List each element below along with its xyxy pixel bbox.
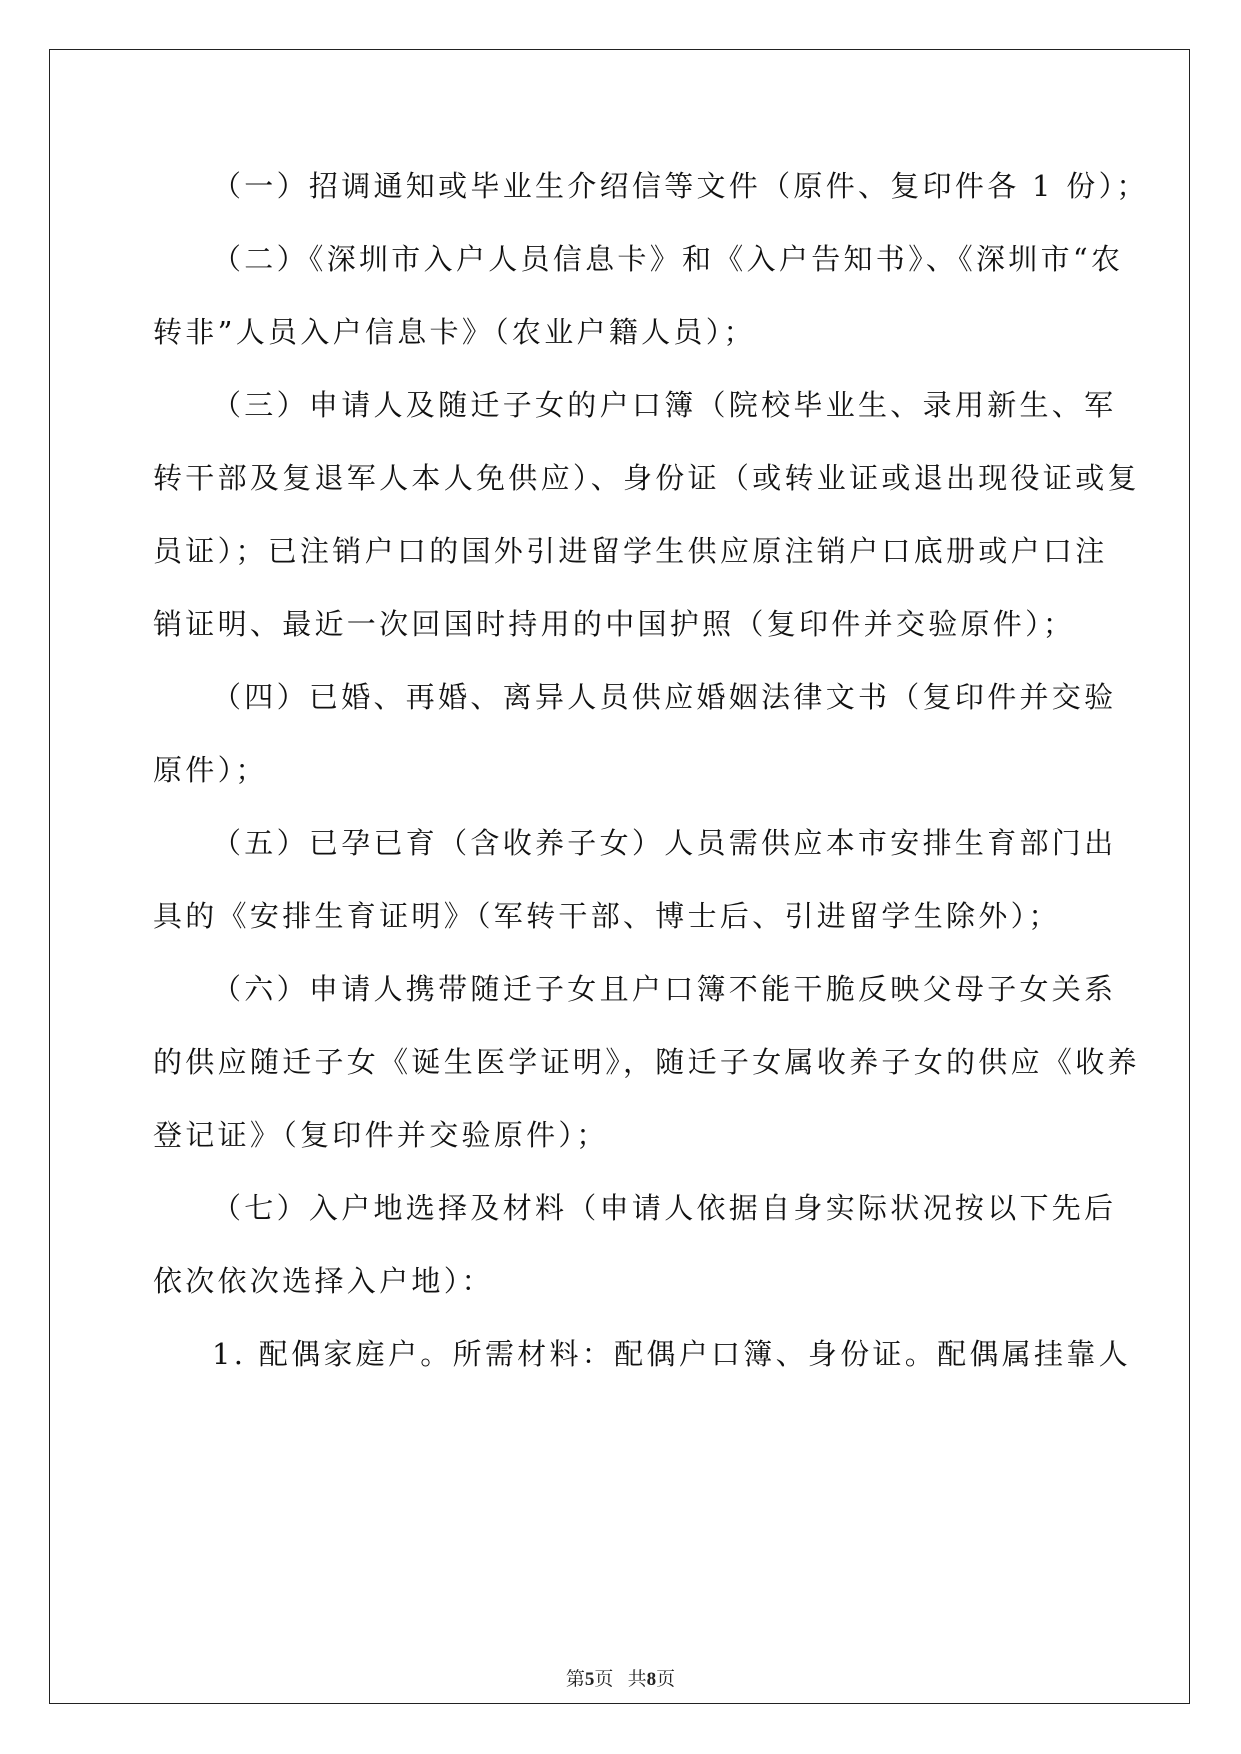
page-border xyxy=(49,49,1190,1704)
paragraph-1-line-1: （一）招调通知或毕业生介绍信等文件（原件、复印件各 1 份）； xyxy=(212,169,1149,203)
page-footer xyxy=(0,1664,1241,1691)
paragraph-3-line-1: （三）申请人及随迁子女的户口簿（院校毕业生、录用新生、军 xyxy=(212,388,1117,422)
paragraph-5-line-2: 具的《安排生育证明》（军转干部、博士后、引进留学生除外）； xyxy=(153,899,1061,933)
paragraph-6-line-1: （六）申请人携带随迁子女且户口簿不能干脆反映父母子女关系 xyxy=(212,972,1117,1006)
paragraph-8-line-1: 1. 配偶家庭户。所需材料：配偶户口簿、身份证。配偶属挂靠人 xyxy=(212,1337,1131,1371)
paragraph-2-line-2: 转非”人员入户信息卡》（农业户籍人员）； xyxy=(153,315,756,349)
paragraph-3-line-2: 转干部及复退军人本人免供应）、身份证（或转业证或退出现役证或复 xyxy=(153,461,1140,495)
total-suffix: 页 xyxy=(656,1669,676,1690)
paragraph-5-line-1: （五）已孕已育（含收养子女）人员需供应本市安排生育部门出 xyxy=(212,826,1117,860)
total-pages: 8 xyxy=(646,1669,657,1690)
paragraph-3-line-3: 员证）；已注销户口的国外引进留学生供应原注销户口底册或户口注 xyxy=(153,534,1108,568)
total-prefix: 共 xyxy=(627,1669,647,1690)
paragraph-6-line-3: 登记证》（复印件并交验原件）； xyxy=(153,1118,609,1152)
paragraph-4-line-1: （四）已婚、再婚、离异人员供应婚姻法律文书（复印件并交验 xyxy=(212,680,1117,714)
paragraph-4-line-2: 原件）； xyxy=(153,753,268,787)
page-number: 5 xyxy=(584,1669,595,1690)
page-suffix: 页 xyxy=(594,1669,614,1690)
page-prefix: 第 xyxy=(565,1669,585,1690)
paragraph-2-line-1: （二）《深圳市入户人员信息卡》和《入户告知书》、《深圳市“农 xyxy=(212,242,1124,276)
paragraph-7-line-1: （七）入户地选择及材料（申请人依据自身实际状况按以下先后 xyxy=(212,1191,1117,1225)
paragraph-3-line-4: 销证明、最近一次回国时持用的中国护照（复印件并交验原件）； xyxy=(153,607,1076,641)
paragraph-7-line-2: 依次依次选择入户地）： xyxy=(153,1264,494,1298)
paragraph-6-line-2: 的供应随迁子女《诞生医学证明》，随迁子女属收养子女的供应《收养 xyxy=(153,1045,1140,1079)
